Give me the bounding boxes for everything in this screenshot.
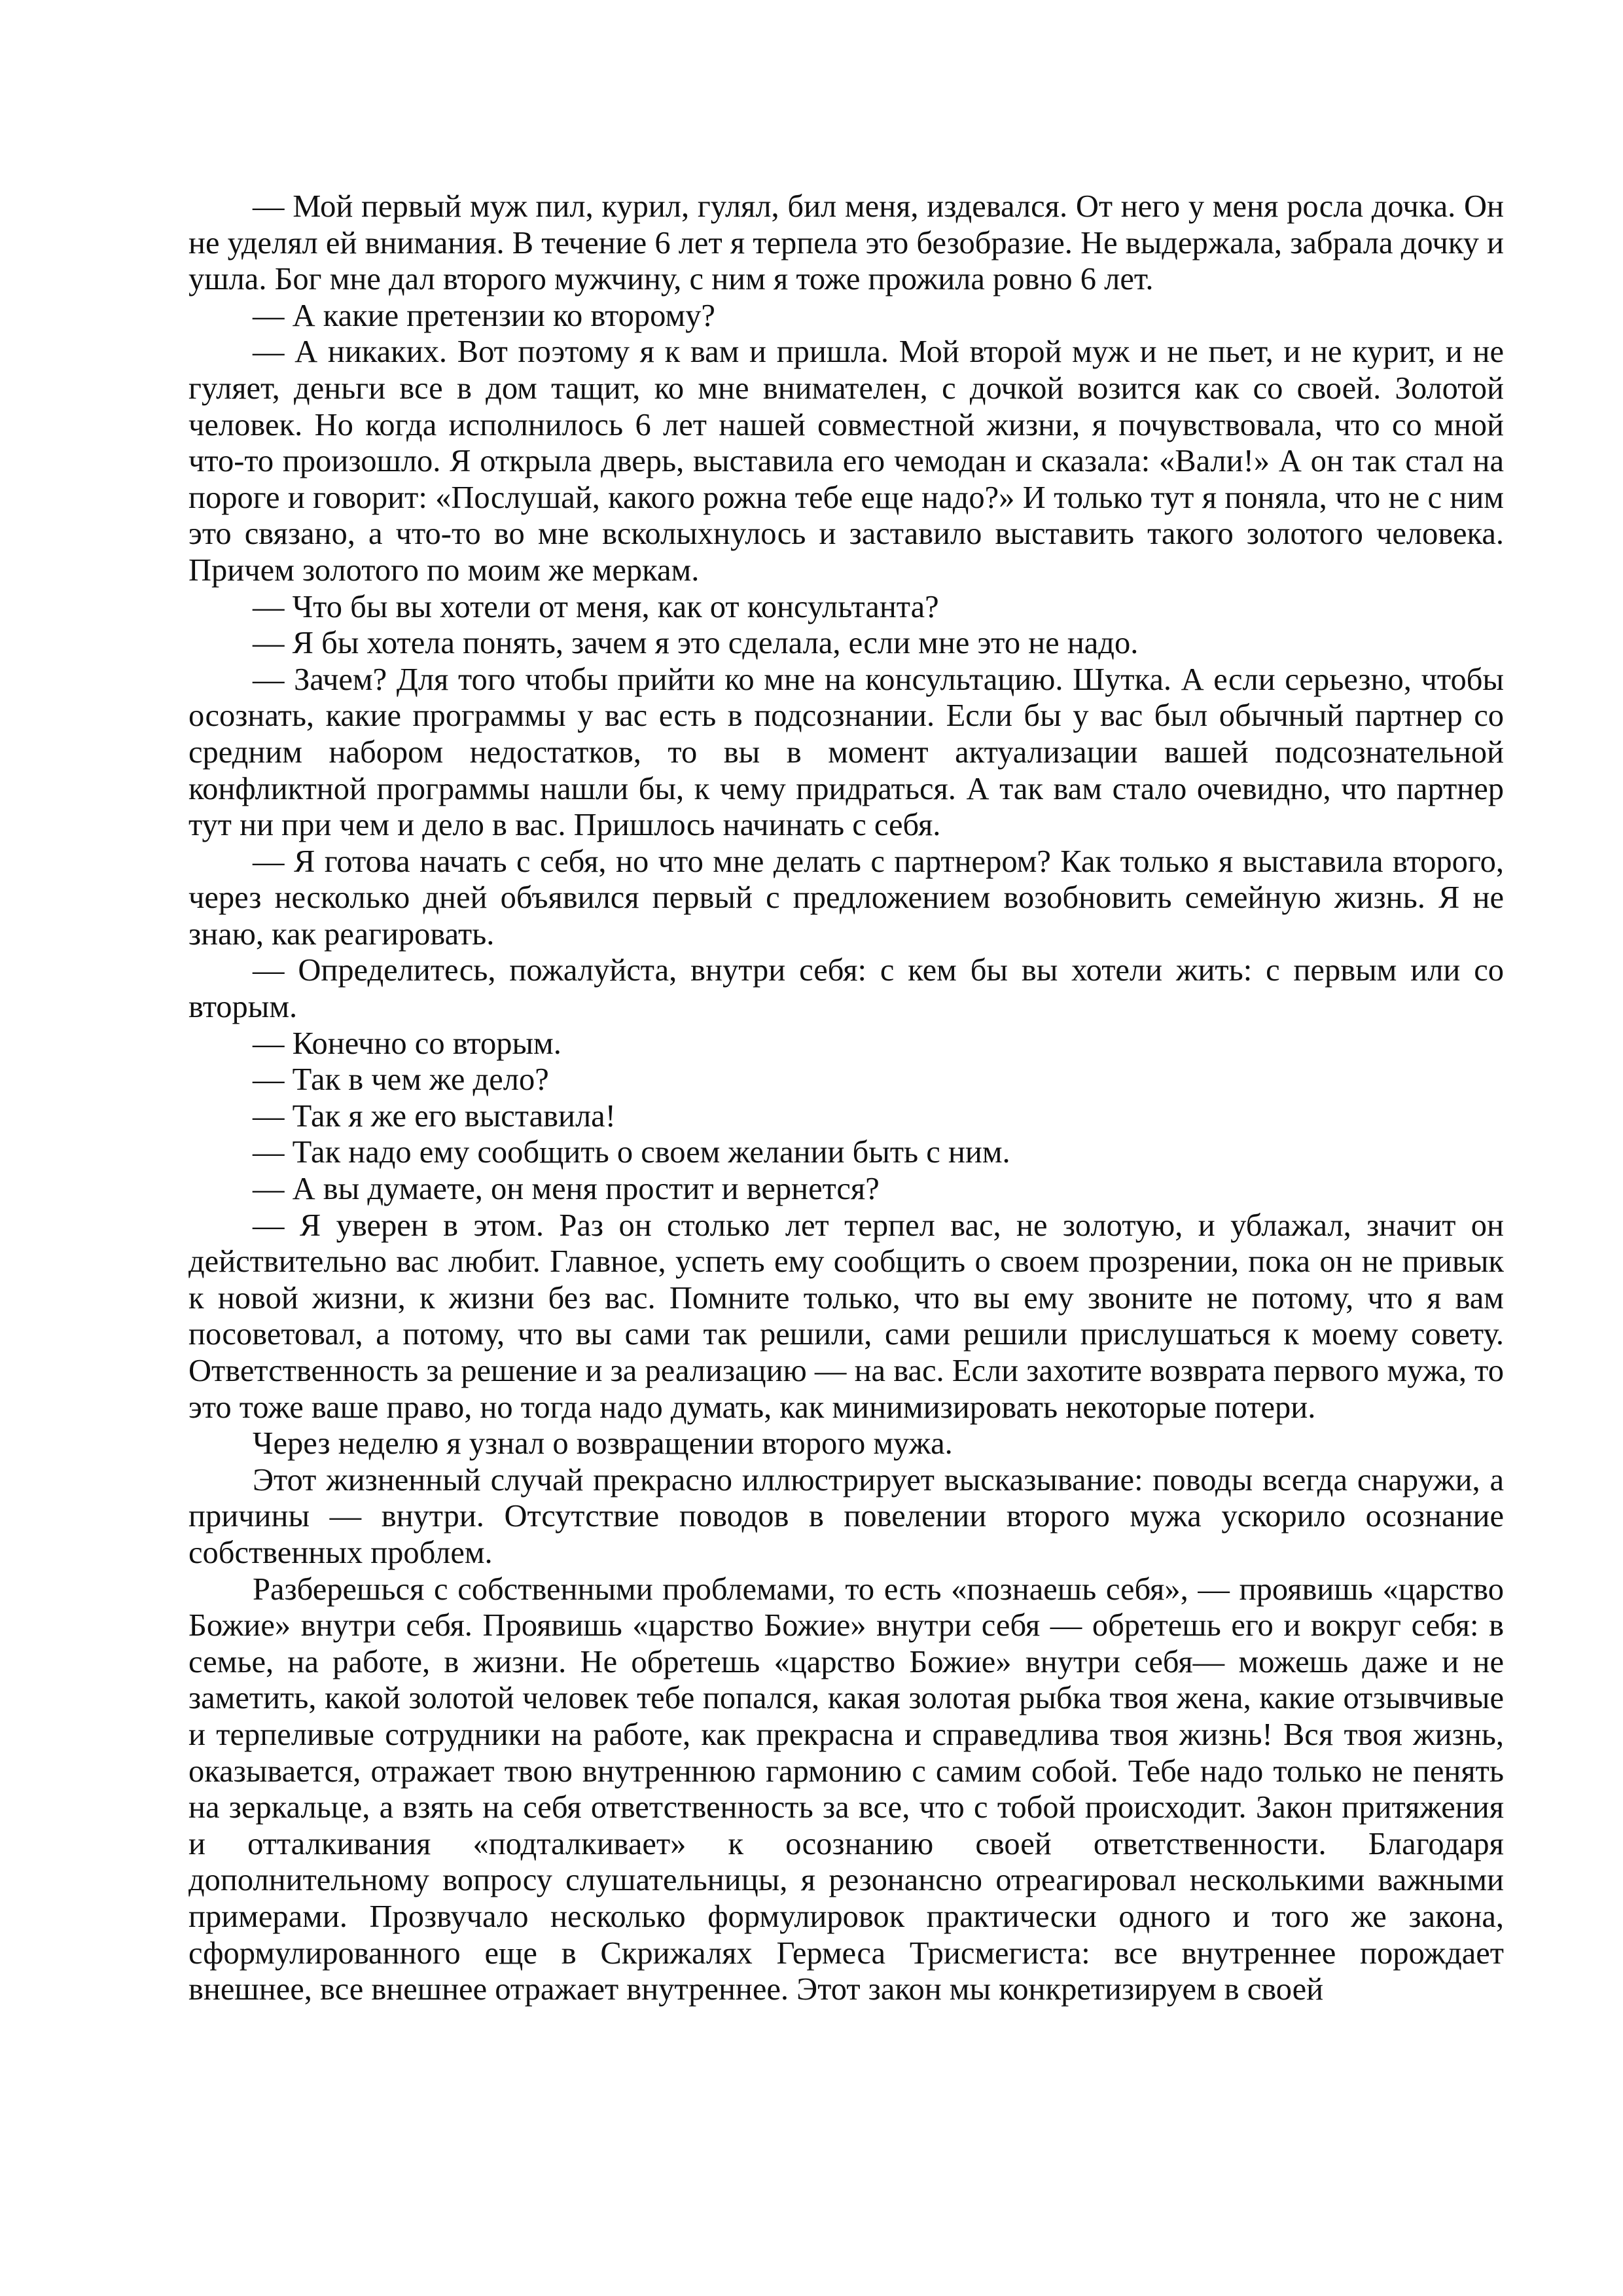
paragraph-consultant-question: — Что бы вы хотели от меня, как от консультанта?	[253, 589, 939, 624]
paragraph-what-matter: — Так в чем же дело?	[253, 1062, 549, 1098]
paragraph-subconscious: — Зачем? Для того чтобы прийти ко мне на консультацию. Шутка. А если серьезно, чтобы осознать, какие программы у вас есть в подсознании. Если бы у вас был обычный партнер со средним набором недостатков, то вы в момент актуализации вашей подсознательной конфликтной программы нашли бы, к чему придраться. А так вам стало очевидно, что партнер тут ни при чем и дело в вас. Пришлось начинать с себя.	[188, 662, 1504, 843]
paragraph-tell-him: — Так надо ему сообщить о своем желании быть с ним.	[253, 1135, 1010, 1170]
paragraph-why-did-it: — Я бы хотела понять, зачем я это сделала, если мне это не надо.	[253, 626, 1139, 661]
paragraph-ready-to-start: — Я готова начать с себя, но что мне делать с партнером? Как только я выставила второго, через несколько дней объявился первый с предложением возобновить семейную жизнь. Я не знаю, как реагировать.	[188, 844, 1504, 952]
body-text	[188, 188, 1504, 2008]
paragraph-will-he-forgive: — А вы думаете, он меня простит и вернется?	[253, 1172, 880, 1207]
paragraph-life-case: Этот жизненный случай прекрасно иллюстрирует высказывание: поводы всегда снаружи, а причины — внутри. Отсутствие поводов в повелении второго мужа ускорило осознание собственных проблем.	[188, 1462, 1504, 1570]
paragraph-week-later: Через неделю я узнал о возвращении второго мужа.	[253, 1426, 953, 1462]
paragraph-first-husband: — Мой первый муж пил, курил, гулял, бил меня, издевался. От него у меня росла дочка. Он не уделял ей внимания. В течение 6 лет я терпела это безобразие. Не выдержала, забрала дочку и ушла. Бог мне дал второго мужчину, с ним я тоже прожила ровно 6 лет.	[188, 189, 1504, 297]
paragraph-question-second: — А какие претензии ко второму?	[253, 298, 715, 333]
paragraph-sure-of-it: — Я уверен в этом. Раз он столько лет терпел вас, не золотую, и ублажал, значит он действительно вас любит. Главное, успеть ему сообщить о своем прозрении, пока он не привык к новой жизни, к жизни без вас. Помните только, что вы ему звоните не потому, что я вам посоветовал, а потому, что вы сами так решили, сами решили прислушаться к моему совету. Ответственность за решение и за реализацию — на вас. Если захотите возврата первого мужа, то это тоже ваше право, но тогда надо думать, как минимизировать некоторые потери.	[188, 1208, 1504, 1425]
paragraph-decide: — Определитесь, пожалуйста, внутри себя: с кем бы вы хотели жить: с первым или со вторым.	[188, 953, 1504, 1025]
paragraph-kingdom: Разберешься с собственными проблемами, то есть «познаешь себя», — проявишь «царство Божие» внутри себя. Проявишь «царство Божие» внутри себя — обретешь его и вокруг себя: в семье, на работе, в жизни. Не обретешь «царство Божие» внутри себя— можешь даже и не заметить, какой золотой человек тебе попался, какая золотая рыбка твоя жена, какие отзывчивые и терпеливые сотрудники на работе, как прекрасна и справедлива твоя жизнь! Вся твоя жизнь, оказывается, отражает твою внутреннюю гармонию с самим собой. Тебе надо только не пенять на зеркальце, а взять на себя ответственность за все, что с тобой происходит. Закон притяжения и отталкивания «подталкивает» к осознанию своей ответственности. Благодаря дополнительному вопросу слушательницы, я резонансно отреагировал несколькими важными примерами. Прозвучало несколько формулировок практически одного и того же закона, сформулированного еще в Скрижалях Гермеса Трисмегиста: все внутреннее порождает внешнее, все внешнее отражает внутреннее. Этот закон мы конкретизируем в своей	[188, 1571, 1504, 2007]
paragraph-golden-man: — А никаких. Вот поэтому я к вам и пришла. Мой второй муж и не пьет, и не курит, и не гуляет, деньги все в дом тащит, ко мне внимателен, с дочкой возится как со своей. Золотой человек. Но когда исполнилось 6 лет нашей совместной жизни, я почувствовала, что со мной что-то произошло. Я открыла дверь, выставила его чемодан и сказала: «Вали!» А он так стал на пороге и говорит: «Послушай, какого рожна тебе еще надо?» И только тут я поняла, что не с ним это связано, а что-то во мне всколыхнулось и заставило выставить такого золотого человека. Причем золотого по моим же меркам.	[188, 334, 1504, 588]
paragraph-kicked-out: — Так я же его выставила!	[253, 1098, 616, 1134]
paragraph-second-one: — Конечно со вторым.	[253, 1026, 562, 1061]
